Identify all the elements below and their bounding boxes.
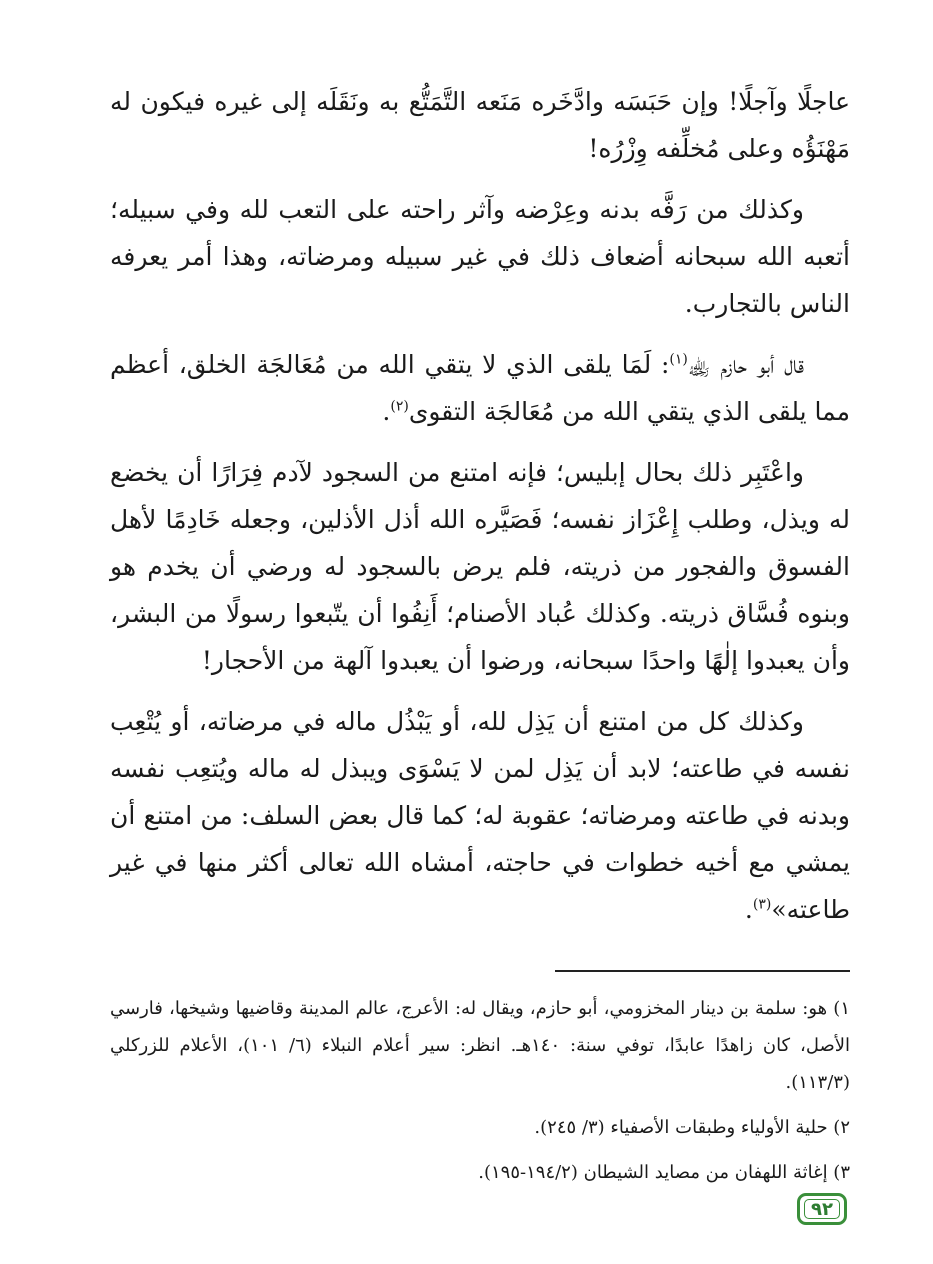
footnote-3: ٣) إغاثة اللهفان من مصايد الشيطان (١٩٤/٢-١٩٥).: [478, 1162, 850, 1183]
paragraph-5-part-1: وكذلك كل من امتنع أن يَذِل لله، أو يَبْذُل ماله في مرضاته، أو يُتْعِب نفسه في طاعته؛ لابد أن يَذِل لمن لا يَسْوَى ويبذل له ماله ويُتعِب نفسه وبدنه في طاعته ومرضاته؛ عقوبة له؛ كما قال بعض السلف: من امتنع أن يمشي مع أخيه خطوات في حاجته، أمشاه الله تعالى أكثر منها في غير طاعته»: [110, 707, 850, 924]
paragraph-3-end: .: [382, 397, 391, 426]
paragraph-3-part-2: : لَمَا يلقى الذي لا يتقي الله من مُعَالجَة الخلق، أعظم مما يلقى الذي يتقي الله من مُعَالجَة التقوى: [110, 350, 850, 426]
footnote-1: ١) هو: سلمة بن دينار المخزومي، أبو حازم، ويقال له: الأعرج، عالم المدينة وقاضيها وشيخها، فارسي الأصل، كان زاهدًا عابدًا، توفي سنة: ١٤٠هـ. انظر: سير أعلام النبلاء (٦/ ١٠١)، الأعلام للزركلي (١١٣/٣).: [110, 998, 851, 1093]
footnote-2: ٢) حلية الأولياء وطبقات الأصفياء (٣/ ٢٤٥).: [534, 1117, 850, 1138]
footnote-ref-1[interactable]: (١): [669, 351, 688, 368]
paragraph-4: واعْتَبِر ذلك بحال إبليس؛ فإنه امتنع من السجود لآدم فِرَارًا أن يخضع له ويذل، وطلب إِعْزَاز نفسه؛ فَصَيَّره الله أذل الأذلين، وجعله خَادِمًا لأهل الفسوق والفجور من ذريته، فلم يرض بالسجود له ورضي أن يخدم هو وبنوه فُسَّاق ذريته. وكذلك عُباد الأصنام؛ أَنِفُوا أن يتّبعوا رسولًا من البشر، وأن يعبدوا إلٰهًا واحدًا سبحانه، ورضوا أن يعبدوا آلهة من الأحجار!: [110, 458, 850, 675]
paragraph-1: عاجلًا وآجلًا! وإن حَبَسَه وادَّخَره مَنَعه التَّمَتُّع به ونَقَلَه إلى غيره فيكون له مَهْنَؤُه وعلى مُخلِّفه وِزْرُه!: [110, 87, 850, 163]
footnote-ref-2[interactable]: (٢): [390, 398, 409, 415]
footnote-ref-3[interactable]: (٣): [752, 896, 772, 913]
paragraph-3: [110, 341, 850, 435]
main-text: [110, 78, 850, 947]
footnotes: [110, 990, 850, 1199]
paragraph-5: [110, 698, 850, 933]
paragraph-3-part-1: قال أبو حازم ﵀: [687, 350, 804, 379]
paragraph-2: وكذلك من رَفَّه بدنه وعِرْضه وآثر راحته على التعب لله وفي سبيله؛ أتعبه الله سبحانه أضعاف ذلك في غير سبيله ومرضاته، وهذا أمر يعرفه الناس بالتجارب.: [110, 195, 850, 318]
page-number-badge: [797, 1193, 847, 1225]
page-number: ٩٢: [811, 1198, 833, 1220]
footnote-divider: [555, 970, 850, 972]
paragraph-5-end: .: [744, 895, 753, 924]
